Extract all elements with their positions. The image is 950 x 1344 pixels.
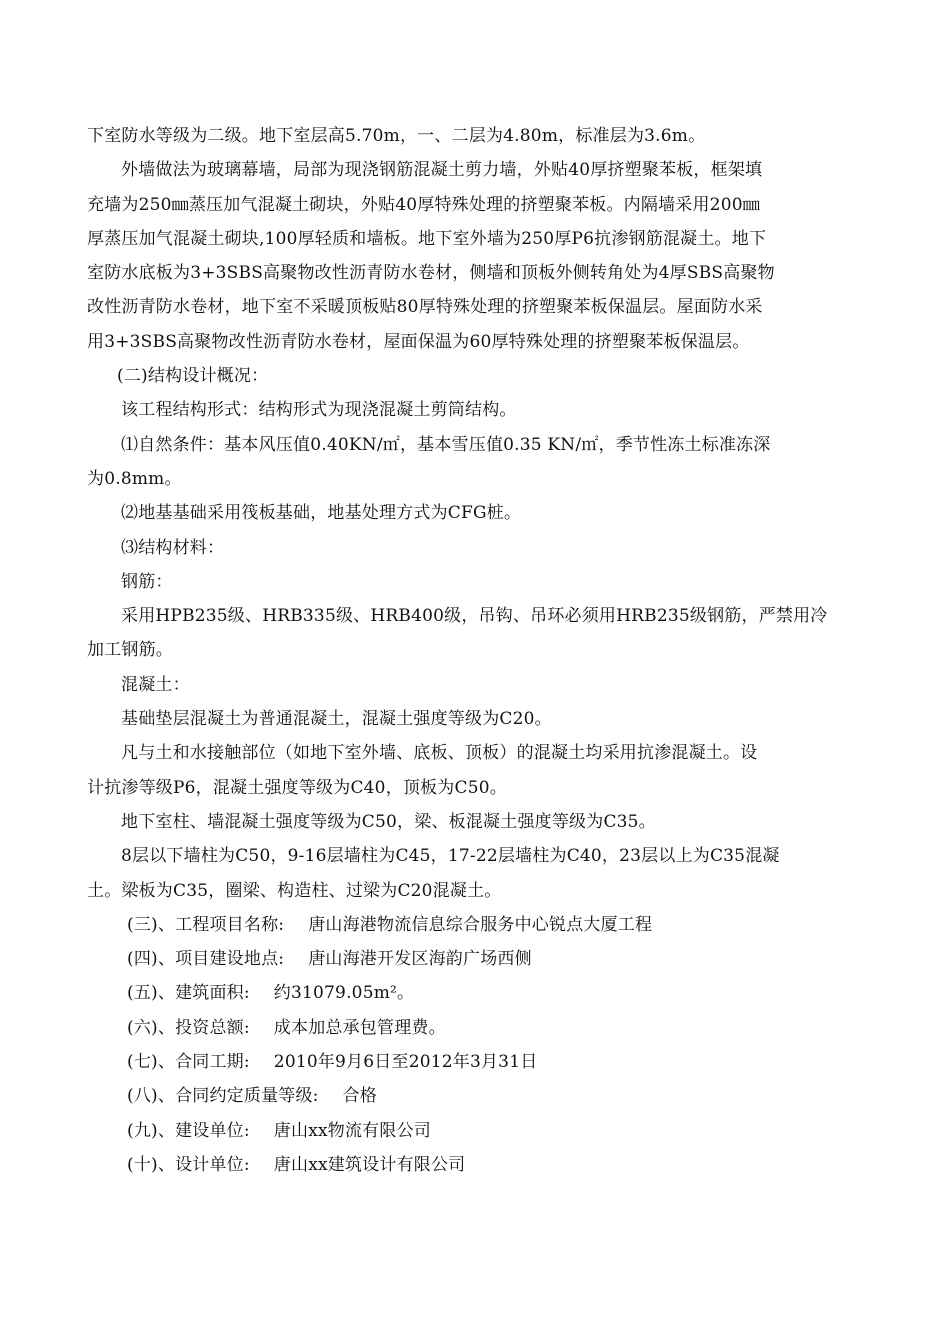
project-name-item [87,908,857,942]
investment-item [87,1011,857,1045]
item-label: (四)、项目建设地点: [127,949,285,970]
item-label: (九)、建设单位: [127,1120,250,1141]
text-line: 凡与土和水接触部位（如地下室外墙、底板、顶板）的混凝土均采用抗渗混凝土。设 [121,743,758,764]
paragraph-exterior-wall [87,153,857,359]
text-line: 土。梁板为C35，圈梁、构造柱、过梁为C20混凝土。 [87,880,502,901]
item-label: (七)、合同工期: [127,1052,250,1073]
text-line: 外墙做法为玻璃幕墙，局部为现浇钢筋混凝土剪力墙，外贴40厚挤塑聚苯板，框架填 [121,160,763,181]
item-value: 唐山海港开发区海韵广场西侧 [308,949,532,970]
text-line: 计抗渗等级P6，混凝土强度等级为C40，顶板为C50。 [87,777,507,798]
document-body [87,119,857,1182]
text-line: 基础垫层混凝土为普通混凝土，混凝土强度等级为C20。 [121,709,552,730]
paragraph-materials-heading [87,531,857,565]
item-label: (八)、合同约定质量等级: [127,1086,319,1107]
building-area-item [87,976,857,1010]
paragraph-natural-conditions [87,428,857,497]
text-line: ⑵地基基础采用筏板基础，地基处理方式为CFG桩。 [121,503,522,524]
item-label: (六)、投资总额: [127,1017,250,1038]
text-line: 用3+3SBS高聚物改性沥青防水卷材，屋面保温为60厚特殊处理的挤塑聚苯板保温层。 [87,331,750,352]
paragraph-impermeable-concrete [87,736,857,805]
text-line: 改性沥青防水卷材，地下室不采暖顶板贴80厚特殊处理的挤塑聚苯板保温层。屋面防水采 [87,297,763,318]
item-value: 约31079.05m²。 [273,983,415,1004]
project-location-item [87,942,857,976]
paragraph-floor-concrete [87,839,857,908]
owner-unit-item [87,1114,857,1148]
paragraph-concrete-heading [87,668,857,702]
text-line: 采用HPB235级、HRB335级、HRB400级，吊钩、吊环必须用HRB235级钢筋，严禁用冷 [121,606,828,627]
text-line: ⑴自然条件：基本风压值0.40KN/㎡，基本雪压值0.35 KN/㎡，季节性冻土标准冻深 [121,434,771,455]
item-value: 成本加总承包管理费。 [273,1017,446,1038]
text-line: 8层以下墙柱为C50，9-16层墙柱为C45，17-22层墙柱为C40，23层以上为C35混凝 [121,846,780,867]
item-label: (十)、设计单位: [127,1154,250,1175]
text-line: 地下室柱、墙混凝土强度等级为C50，梁、板混凝土强度等级为C35。 [121,811,656,832]
design-unit-item [87,1148,857,1182]
item-label: (三)、工程项目名称: [127,914,285,935]
text-line: ⑶结构材料： [121,537,225,558]
paragraph-basement-waterproof [87,119,857,153]
paragraph-structure-form [87,393,857,427]
item-value: 合格 [342,1086,377,1107]
contract-period-item [87,1045,857,1079]
item-value: 唐山xx物流有限公司 [273,1120,431,1141]
item-label: (五)、建筑面积: [127,983,250,1004]
paragraph-basement-concrete [87,805,857,839]
text-line: 钢筋： [121,571,173,592]
item-value: 2010年9月6日至2012年3月31日 [273,1052,538,1073]
text-line: 室防水底板为3+3SBS高聚物改性沥青防水卷材，侧墙和顶板外侧转角处为4厚SBS高聚物 [87,263,775,284]
project-info-list [87,908,857,1182]
text-line: 加工钢筋。 [87,640,173,661]
paragraph-rebar [87,599,857,668]
section-heading: (二)结构设计概况： [117,366,269,387]
item-value: 唐山xx建筑设计有限公司 [273,1154,466,1175]
text-line: 该工程结构形式：结构形式为现浇混凝土剪筒结构。 [121,400,517,421]
paragraph-rebar-heading [87,565,857,599]
item-value: 唐山海港物流信息综合服务中心锐点大厦工程 [308,914,653,935]
paragraph-cushion-concrete [87,702,857,736]
paragraph-foundation [87,496,857,530]
section-heading-structure [87,359,857,393]
text-line: 为0.8mm。 [87,468,182,489]
text-line: 下室防水等级为二级。地下室层高5.70m，一、二层为4.80m，标准层为3.6m。 [87,126,706,146]
text-line: 厚蒸压加气混凝土砌块,100厚轻质和墙板。地下室外墙为250厚P6抗渗钢筋混凝土。地下 [87,228,767,249]
text-line: 混凝土： [121,674,190,695]
quality-grade-item [87,1079,857,1113]
text-line: 充墙为250㎜蒸压加气混凝土砌块，外贴40厚特殊处理的挤塑聚苯板。内隔墙采用200㎜ [87,194,760,215]
